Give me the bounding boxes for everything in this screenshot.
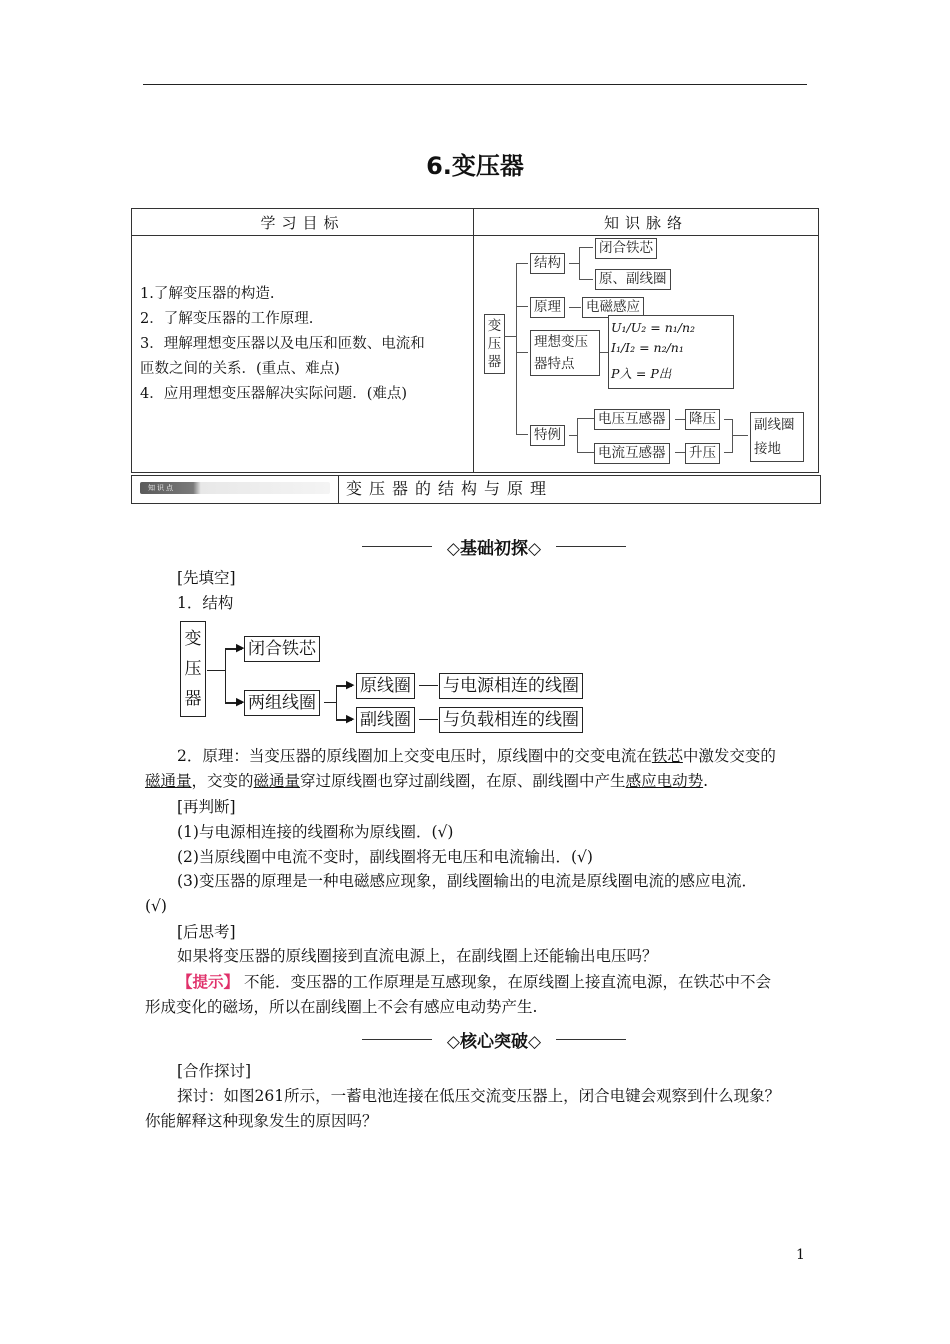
banner-diamond-right: ◇ — [528, 539, 542, 559]
goal-item: 4．应用理想变压器解决实际问题．(难点) — [140, 386, 408, 402]
map-connector — [732, 419, 733, 453]
map-connector — [516, 352, 528, 353]
coop-label: [合作探讨] — [177, 1062, 252, 1080]
map-connector — [516, 306, 528, 307]
badge-label: 知识点 — [148, 484, 175, 492]
banner-text: 核心突破 — [460, 1032, 528, 1052]
map-connector — [516, 263, 528, 264]
principle-text: . — [703, 772, 709, 790]
diagram-connector — [419, 719, 438, 720]
map-ideal — [530, 330, 600, 376]
principle-text: 穿过原线圈也穿过副线圈，在原、副线圈中产生 — [300, 772, 626, 790]
map-connector — [577, 418, 594, 419]
map-ideal-line1: 理想变压 — [534, 334, 588, 350]
map-connector — [675, 452, 685, 453]
map-connector — [504, 336, 516, 337]
tip-label: 【提示】 — [177, 972, 240, 991]
answer-blank: 铁芯 — [651, 747, 683, 765]
goals-cell — [132, 236, 474, 473]
header-rule — [143, 84, 807, 85]
arrow-head-icon: ▶ — [346, 678, 355, 691]
diagram-core: 闭合铁芯 — [244, 636, 320, 662]
map-root: 变压器 — [484, 314, 505, 374]
banner-core — [362, 1027, 626, 1052]
map-connector — [724, 419, 732, 420]
section-divider — [338, 476, 339, 503]
map-connector — [569, 307, 581, 308]
map-connector — [516, 434, 528, 435]
map-ct: 电流互感器 — [594, 443, 670, 464]
map-step-up: 升压 — [685, 443, 720, 464]
principle-line1 — [177, 744, 776, 768]
principle-text: 2．原理：当变压器的原线圈加上交变电压时，原线圈中的交变电流在 — [177, 747, 652, 765]
explore-line2: 你能解释这种现象发生的原因吗？ — [145, 1112, 378, 1130]
map-ground — [750, 412, 804, 462]
answer-blank: 磁通量 — [145, 772, 192, 790]
diagram-secondary: 副线圈 — [356, 707, 415, 733]
section-header — [131, 475, 821, 504]
tip-line1 — [177, 970, 771, 994]
knowledge-map-cell — [474, 236, 819, 473]
structure-diagram — [180, 621, 600, 741]
banner-line-left — [362, 546, 432, 547]
principle-line2 — [145, 769, 708, 793]
diagram-primary-desc: 与电源相连的线圈 — [439, 673, 583, 699]
tip-line2: 形成变化的磁场，所以在副线圈上不会有感应电动势产生. — [145, 998, 538, 1016]
arrow-head-icon: ▶ — [346, 712, 355, 725]
map-connector — [579, 279, 593, 280]
knowledge-point-badge — [140, 482, 330, 494]
banner-line-right — [556, 1039, 626, 1040]
map-connector — [579, 247, 593, 248]
map-induction: 电磁感应 — [582, 297, 644, 318]
banner-line-right — [556, 546, 626, 547]
page-number: 1 — [796, 1247, 805, 1263]
banner-diamond-right: ◇ — [528, 1032, 542, 1052]
map-vt: 电压互感器 — [594, 409, 670, 430]
think-label: [后思考] — [177, 923, 236, 941]
map-connector — [724, 452, 732, 453]
diagram-two-coils: 两组线圈 — [244, 690, 320, 716]
explore-line1: 探讨：如图261所示，一蓄电池连接在低压交流变压器上，闭合电键会观察到什么现象？ — [177, 1087, 781, 1105]
map-structure: 结构 — [530, 253, 565, 274]
diagram-secondary-desc: 与负载相连的线圈 — [439, 707, 583, 733]
principle-text: 中激发交变的 — [682, 747, 776, 765]
map-connector — [569, 263, 579, 264]
banner-diamond-left: ◇ — [446, 539, 460, 559]
map-core: 闭合铁芯 — [595, 238, 657, 259]
think-question: 如果将变压器的原线圈接到直流电源上，在副线圈上还能输出电压吗？ — [177, 947, 658, 965]
map-connector — [569, 435, 577, 436]
banner-line-left — [362, 1039, 432, 1040]
arrow-head-icon: ▶ — [236, 641, 245, 654]
judge-item-1: (1)与电源相连接的线圈称为原线圈．(√) — [177, 823, 454, 841]
map-ideal-line2: 器特点 — [534, 356, 575, 372]
map-connector — [577, 418, 578, 453]
map-connector — [579, 247, 580, 280]
map-special: 特例 — [530, 425, 565, 446]
objectives-table — [131, 208, 819, 473]
knowledge-map — [474, 236, 818, 461]
map-connector — [577, 452, 594, 453]
page-title: 6.变压器 — [426, 152, 524, 180]
diagram-root: 变压器 — [180, 621, 206, 717]
arrow-head-icon: ▶ — [236, 695, 245, 708]
goal-item: 匝数之间的关系．(重点、难点) — [140, 361, 340, 377]
goal-item: 3．理解理想变压器以及电压和匝数、电流和 — [140, 336, 425, 352]
tip-text: 不能．变压器的工作原理是互感现象，在原线圈上接直流电源，在铁芯中不会 — [239, 973, 771, 991]
map-formula-p: P入 = P出 — [611, 366, 672, 381]
banner-diamond-left: ◇ — [446, 1032, 460, 1052]
diagram-primary: 原线圈 — [356, 673, 415, 699]
map-formula-i: I₁/I₂ = n₂/n₁ — [611, 340, 684, 355]
map-step-down: 降压 — [685, 409, 720, 430]
map-formula-box — [608, 315, 734, 389]
diagram-connector — [207, 670, 225, 671]
map-coils: 原、副线圈 — [595, 269, 671, 290]
diagram-connector — [225, 648, 226, 703]
map-formula-ui: U₁/U₂ = n₁/n₂ — [611, 320, 696, 335]
judge-item-2: (2)当原线圈中电流不变时，副线圈将无电压和电流输出．(√) — [177, 848, 593, 866]
banner-basic — [362, 534, 626, 559]
judge-item-3-answer: (√) — [145, 897, 167, 915]
diagram-connector — [419, 685, 438, 686]
structure-label: 1．结构 — [177, 594, 234, 612]
judge-item-3: (3)变压器的原理是一种电磁感应现象，副线圈输出的电流是原线圈电流的感应电流． — [177, 872, 757, 890]
goals-header: 学习目标 — [132, 209, 474, 236]
banner-text: 基础初探 — [460, 539, 528, 559]
answer-blank: 感应电动势 — [625, 772, 704, 790]
goal-item: 2．了解变压器的工作原理. — [140, 311, 314, 327]
map-connector — [600, 352, 608, 353]
map-principle: 原理 — [530, 297, 565, 318]
goal-item: 1.了解变压器的构造. — [140, 286, 275, 302]
diagram-connector — [324, 702, 336, 703]
diagram-connector — [336, 685, 337, 720]
answer-blank: 磁通量 — [253, 772, 301, 790]
map-header: 知识脉络 — [474, 209, 819, 236]
map-connector — [732, 435, 748, 436]
map-connector — [675, 419, 685, 420]
section-title: 变压器的结构与原理 — [346, 479, 554, 498]
principle-text: ，交变的 — [191, 772, 254, 790]
map-connector — [516, 263, 517, 435]
map-ground-line1: 副线圈 — [754, 417, 795, 433]
fill-label: [先填空] — [177, 569, 236, 587]
judge-label: [再判断] — [177, 798, 236, 816]
map-ground-line2: 接地 — [754, 441, 781, 457]
